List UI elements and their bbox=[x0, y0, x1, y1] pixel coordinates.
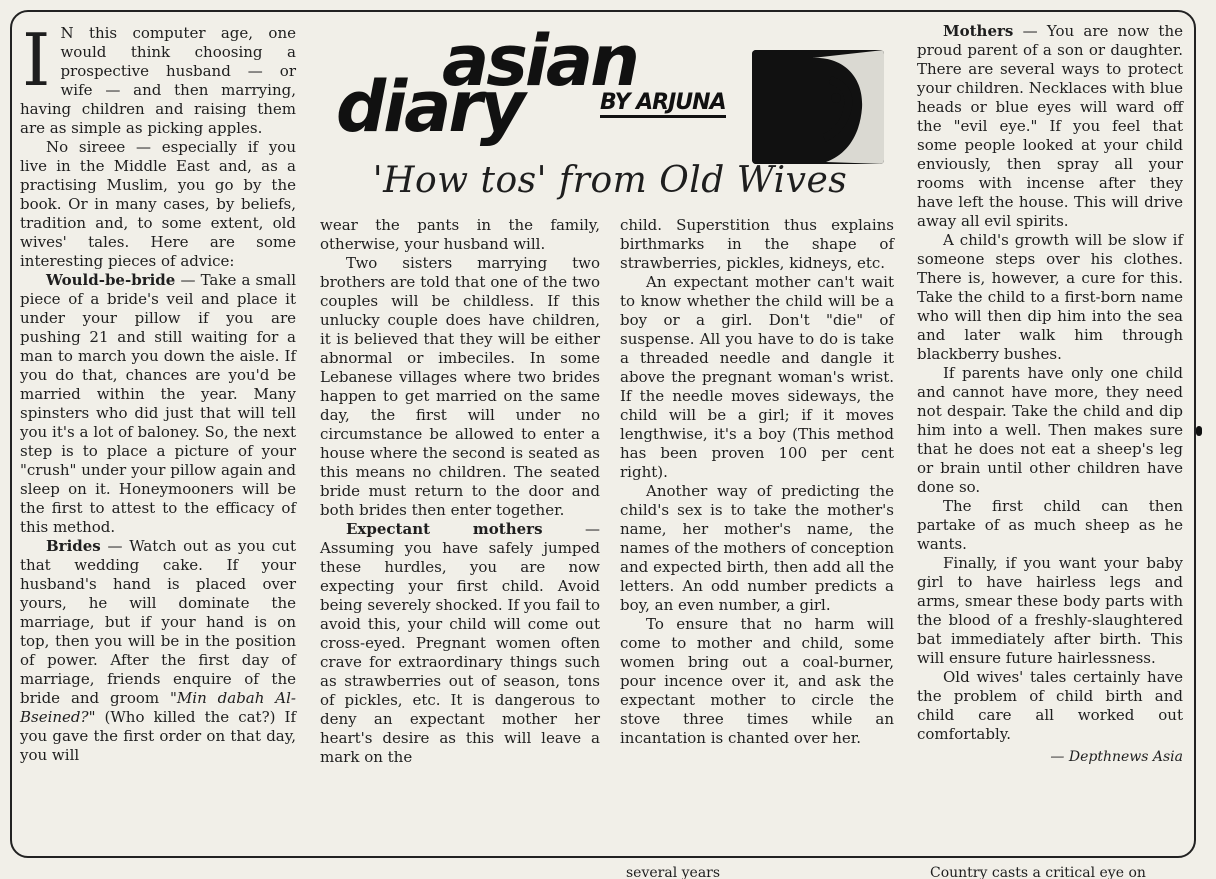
column-2 bbox=[320, 216, 600, 767]
article-headline: 'How tos' from Old Wives bbox=[372, 160, 848, 201]
paragraph: No sireee — especially if you live in the Middle East and, as a practising Muslim, you go by the book. Or in many cases, by beliefs, tradition and, to some extent, old wives' tales. Here are some interesting pieces of advice: bbox=[20, 138, 296, 270]
paragraph: Finally, if you want your baby girl to have hairless legs and arms, smear these body parts with the blood of a freshly-slaughtered bat immediately after birth. This will ensure future hairlessness. bbox=[917, 554, 1183, 667]
arabic-phrase: "Min dabah Al-Bseined?" bbox=[20, 689, 297, 726]
paragraph-text: — Watch out as you cut that wedding cake. If your husband's hand is placed over yours, he will dominate the marriage, but if your hand is on top, then you will be in the position of power. After the first day of marriage, friends enquire of the bride and groom bbox=[20, 537, 296, 707]
column-1 bbox=[20, 18, 297, 765]
section-keyword: Expectant mothers bbox=[346, 520, 543, 538]
article-credit: — Depthnews Asia bbox=[1050, 749, 1183, 765]
masthead-byline: BY ARJUNA bbox=[600, 90, 726, 118]
paragraph-text: N this computer age, one would think choosing a prospective husband — or wife — and then marrying, having children and raising them are as simple as picking apples. bbox=[20, 24, 296, 137]
masthead bbox=[330, 20, 750, 148]
paragraph-text: — You are now the proud parent of a son or daughter. There are several ways to protect your children. Necklaces with blue heads or blue eyes will ward off the "evil eye." If you feel that some people looked at your child enviously, then spray all your rooms with incense after they have left the house. This will drive away all evil spirits. bbox=[917, 22, 1183, 230]
column-3 bbox=[620, 216, 894, 748]
paragraph: To ensure that no harm will come to mother and child, some women bring out a coal-burner, pour incence over it, and ask the expectant mother to circle the stove three times while an incantation is chanted over her. bbox=[620, 615, 894, 747]
masthead-word-asian: asian bbox=[442, 20, 637, 102]
paragraph: A child's growth will be slow if someone steps over his clothes. There is, however, a cure for this. Take the child to a first-born name who will then dip him into the sea and later walk him through blackberry bushes. bbox=[917, 231, 1183, 363]
paragraph: wear the pants in the family, otherwise, your husband will. bbox=[320, 216, 600, 253]
paragraph bbox=[20, 18, 296, 138]
section-keyword: Mothers bbox=[943, 22, 1014, 40]
paragraph bbox=[917, 22, 1183, 231]
author-portrait-icon bbox=[752, 50, 884, 164]
column-4 bbox=[917, 22, 1183, 767]
paragraph: Two sisters marrying two brothers are told that one of the two couples will be childless. If this unlucky couple does have children, it is believed that they will be either abnormal or imbeciles. In some Lebanese villages where two brides happen to get married on the same day, the first will under no circumstance be allowed to enter a house where the second is seated as this means no children. The seated bride must return to the door and both brides then enter together. bbox=[320, 254, 600, 519]
paragraph: Old wives' tales certainly have the problem of child birth and child care all worked out comfortably. bbox=[917, 668, 1183, 743]
paragraph bbox=[320, 520, 600, 767]
paragraph: If parents have only one child and cannot have more, they need not despair. Take the child and dip him into a well. Then makes sure that he does not eat a sheep's leg or brain until other children have done so. bbox=[917, 364, 1183, 496]
masthead-word-diary: diary bbox=[336, 66, 523, 148]
next-article-text-left: several years bbox=[626, 865, 721, 879]
next-article-text-right: Country casts a critical eye on bbox=[930, 865, 1146, 879]
margin-mark bbox=[1196, 426, 1202, 436]
next-article-strip bbox=[0, 862, 1216, 879]
paragraph bbox=[20, 271, 296, 537]
paragraph: Another way of predicting the child's sex is to take the mother's name, her mother's name, the names of the mothers of conception and expected birth, then add all the letters. An odd number predicts a boy, an even number, a girl. bbox=[620, 482, 894, 614]
paragraph-text: (Who killed the cat?) If you gave the first order on that day, you will bbox=[20, 708, 296, 764]
paragraph: child. Superstition thus explains birthmarks in the shape of strawberries, pickles, kidneys, etc. bbox=[620, 216, 894, 272]
paragraph: An expectant mother can't wait to know whether the child will be a boy or a girl. Don't "die" of suspense. All you have to do is take a threaded needle and dangle it above the pregnant woman's wrist. If the needle moves sideways, the child will be a girl; if it moves lengthwise, it's a boy (This method has been proven 100 per cent right). bbox=[620, 273, 894, 481]
paragraph bbox=[20, 537, 296, 765]
section-keyword: Would-be-bride bbox=[46, 271, 176, 289]
paragraph: The first child can then partake of as much sheep as he wants. bbox=[917, 497, 1183, 553]
paragraph-text: — Assuming you have safely jumped these hurdles, you are now expecting your first child. Avoid being severely shocked. If you fail to avoid this, your child will come out cross-eyed. Pregnant women often crave for extraordinary things such as strawberries out of season, tons of pickles, etc. It is dangerous to deny an expectant mother her heart's desire as this will leave a mark on the bbox=[320, 520, 600, 766]
section-keyword: Brides bbox=[46, 537, 101, 555]
drop-cap: I bbox=[22, 18, 51, 102]
paragraph-text: — Take a small piece of a bride's veil and place it under your pillow if you are pushing 21 and still waiting for a man to march you down the aisle. If you do that, chances are you'd be married within the year. Many spinsters who did just that will tell you it's a lot of baloney. So, the next step is to place a picture of your "crush" under your pillow again and sleep on it. Honeymooners will be the first to attest to the efficacy of this method. bbox=[20, 271, 296, 536]
